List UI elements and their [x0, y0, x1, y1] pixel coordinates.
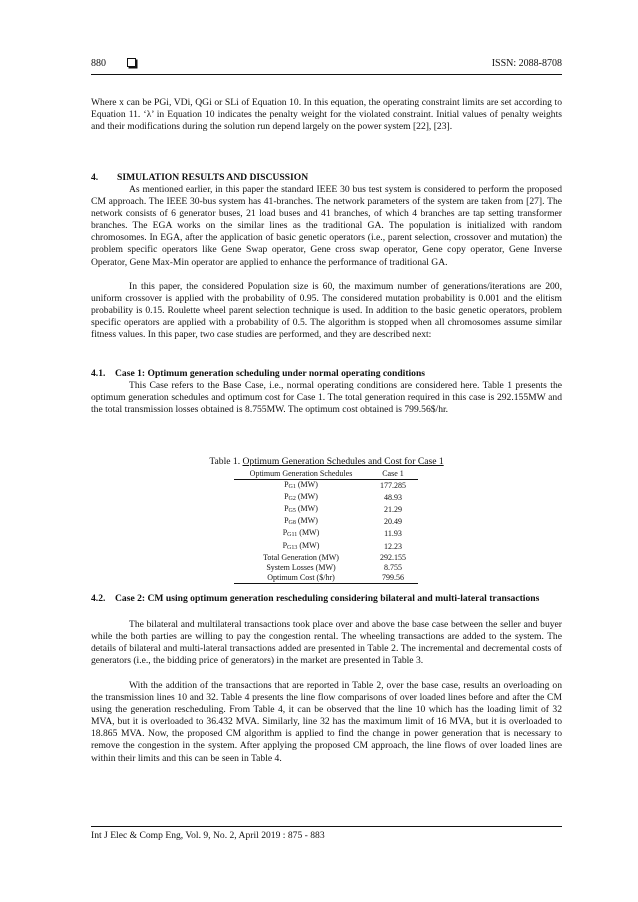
- table-cell-value: 12.23: [384, 541, 402, 551]
- row-label-subscript: G8: [288, 520, 296, 527]
- row-label-subscript: G2: [288, 496, 296, 503]
- table-body: [234, 480, 418, 584]
- table-row: [234, 541, 418, 553]
- row-label-main: P: [284, 492, 289, 502]
- row-label-main: Total Generation (MW): [263, 552, 339, 562]
- table-header-row: [234, 469, 418, 480]
- row-label-main: System Losses (MW): [266, 562, 336, 572]
- section-4-1-heading: [91, 368, 562, 380]
- row-label-subscript: G1: [288, 484, 296, 491]
- table-header-schedules: Optimum Generation Schedules: [234, 469, 368, 480]
- header-rule: [91, 74, 562, 75]
- row-label-unit: (MW): [297, 528, 320, 538]
- table-row: [234, 516, 418, 528]
- footer-rule: [91, 826, 562, 827]
- table-cell-label: [234, 563, 368, 573]
- table-cell-label: [234, 504, 368, 516]
- table-cell-value: 48.93: [384, 493, 402, 503]
- table-cell-value: 21.29: [384, 505, 402, 515]
- table-row: [234, 573, 418, 584]
- table-cell-label: [234, 541, 368, 553]
- section-4-2-title: Case 2: CM using optimum generation rescheduling considering bilateral and multi-lateral transactions: [115, 593, 540, 604]
- table-row: [234, 528, 418, 540]
- table-cell-value: 799.56: [368, 573, 418, 584]
- checkbox-square-icon: [127, 58, 136, 67]
- row-label-unit: (MW): [297, 540, 320, 550]
- table-header-case-1: Case 1: [368, 469, 418, 480]
- table-1-caption-title: Optimum Generation Schedules and Cost for Case 1: [242, 456, 444, 467]
- table-1-caption: [91, 456, 562, 467]
- page-number: 880: [91, 58, 106, 69]
- section-4-heading: [91, 172, 562, 184]
- table-cell-value: 292.155: [380, 552, 406, 562]
- row-label-subscript: G13: [287, 544, 298, 551]
- section-4-paragraph-2: In this paper, the considered Population size is 60, the maximum number of generations/iterations are 200, uniform crossover is applied with the probability of 0.95. The considered mutation probability is 0.001 and the elitism probability is 0.15. Roulette wheel parent selection technique is used. In addition to the basic genetic operators, problem specific operators are applied with a probability of 0.5. The algorithm is stopped when all chromosomes assume similar fitness values. In this paper, two case studies are performed, and they are described next:: [91, 281, 562, 341]
- section-4-2-heading: [91, 593, 562, 605]
- row-label-subscript: G5: [288, 508, 296, 515]
- table-cell-label: [234, 553, 368, 563]
- row-label-main: P: [284, 480, 289, 490]
- table-cell-value: 11.93: [384, 529, 402, 539]
- row-label-subscript: G11: [287, 532, 298, 539]
- row-label-unit: (MW): [295, 504, 318, 514]
- section-4-2-number: 4.2.: [91, 593, 106, 604]
- table-row: [234, 504, 418, 516]
- table-row: [234, 480, 418, 493]
- table-cell-label: [234, 492, 368, 504]
- section-4-title: SIMULATION RESULTS AND DISCUSSION: [117, 172, 309, 183]
- table-cell-value: 20.49: [384, 517, 402, 527]
- table-row: [234, 492, 418, 504]
- table-row: [234, 553, 418, 563]
- section-4-1-paragraph: This Case refers to the Base Case, i.e., normal operating conditions are considered here. Table 1 presents the optimum generation schedules and optimum cost for Case 1. The total generation required in this case is 292.155MW and the total transmission losses obtained is 8.755MW. The optimum cost obtained is 799.56$/hr.: [91, 380, 562, 416]
- issn-label: ISSN: 2088-8708: [491, 58, 562, 69]
- table-cell-value: 8.755: [384, 562, 402, 572]
- section-4-1-number: 4.1.: [91, 368, 106, 379]
- section-4-1-title: Case 1: Optimum generation scheduling under normal operating conditions: [115, 368, 426, 379]
- row-label-main: Optimum Cost ($/hr): [267, 572, 335, 582]
- table-cell-label: [234, 516, 368, 528]
- table-1: [234, 469, 418, 584]
- row-label-unit: (MW): [295, 516, 318, 526]
- section-4-2-paragraph-1: The bilateral and multilateral transactions took place over and above the base case between the seller and buyer while the both parties are willing to pay the congestion rental. The wheeling transactions are added to the system. The details of bilateral and multi-lateral transactions added are presented in Table 2. The incremental and decremental costs of generators (i.e., the bidding price of generators) in the market are presented in Table 3.: [91, 619, 562, 667]
- page-header: [91, 56, 562, 72]
- intro-paragraph: Where x can be PGi, VDi, QGi or SLi of Equation 10. In this equation, the operating constraint limits are set according to Equation 11. ‘λ’ in Equation 10 indicates the penalty weight for the violated constraint. Initial values of penalty weights and their modifications during the solution run depend largely on the power system [22], [23].: [91, 97, 562, 133]
- table-cell-label: [234, 480, 368, 493]
- row-label-main: P: [284, 516, 289, 526]
- row-label-main: P: [284, 504, 289, 514]
- table-1-caption-prefix: Table 1.: [209, 456, 243, 467]
- section-4-paragraph-1: As mentioned earlier, in this paper the standard IEEE 30 bus test system is considered to perform the proposed CM approach. The IEEE 30-bus system has 41-branches. The network parameters of the system are taken from [27]. The network consists of 6 generator buses, 21 load buses and 41 branches, of which 4 branches are tap setting transformer branches. The EGA works on the similar lines as the traditional GA. The population is initialized with random chromosomes. In EGA, after the application of basic genetic operators (i.e., parent selection, crossover and mutation) the problem specific operators like Gene Swap operator, Gene cross swap operator, Gene copy operator, Gene Inverse Operator, Gene Max-Min operator are applied to enhance the performance of traditional GA.: [91, 184, 562, 268]
- table-cell-value: 177.285: [380, 481, 406, 491]
- row-label-unit: (MW): [295, 480, 318, 490]
- row-label-main: P: [282, 528, 288, 538]
- section-4-2-paragraph-2: With the addition of the transactions that are reported in Table 2, over the base case, results an overloading on the transmission lines 10 and 32. Table 4 presents the line flow comparisons of over loaded lines before and after the CM using the generation rescheduling. From Table 4, it can be observed that the line 10 which has the loading limit of 32 MVA, but it is overloaded to 36.432 MVA. Similarly, line 32 has the maximum limit of 16 MVA, but it is overloaded to 18.865 MVA. Now, the proposed CM algorithm is applied to find the change in power generation that is necessary to remove the congestion in the system. After applying the proposed CM approach, the line flows of over loaded lines are within their limits and this can be seen in Table 4.: [91, 680, 562, 764]
- table-row: [234, 563, 418, 573]
- row-label-unit: (MW): [295, 492, 318, 502]
- page-footer: Int J Elec & Comp Eng, Vol. 9, No. 2, April 2019 : 875 - 883: [91, 830, 325, 841]
- section-4-number: 4.: [91, 172, 99, 183]
- row-label-main: P: [282, 540, 288, 550]
- table-cell-label: [234, 528, 368, 540]
- table-cell-label: [234, 573, 368, 584]
